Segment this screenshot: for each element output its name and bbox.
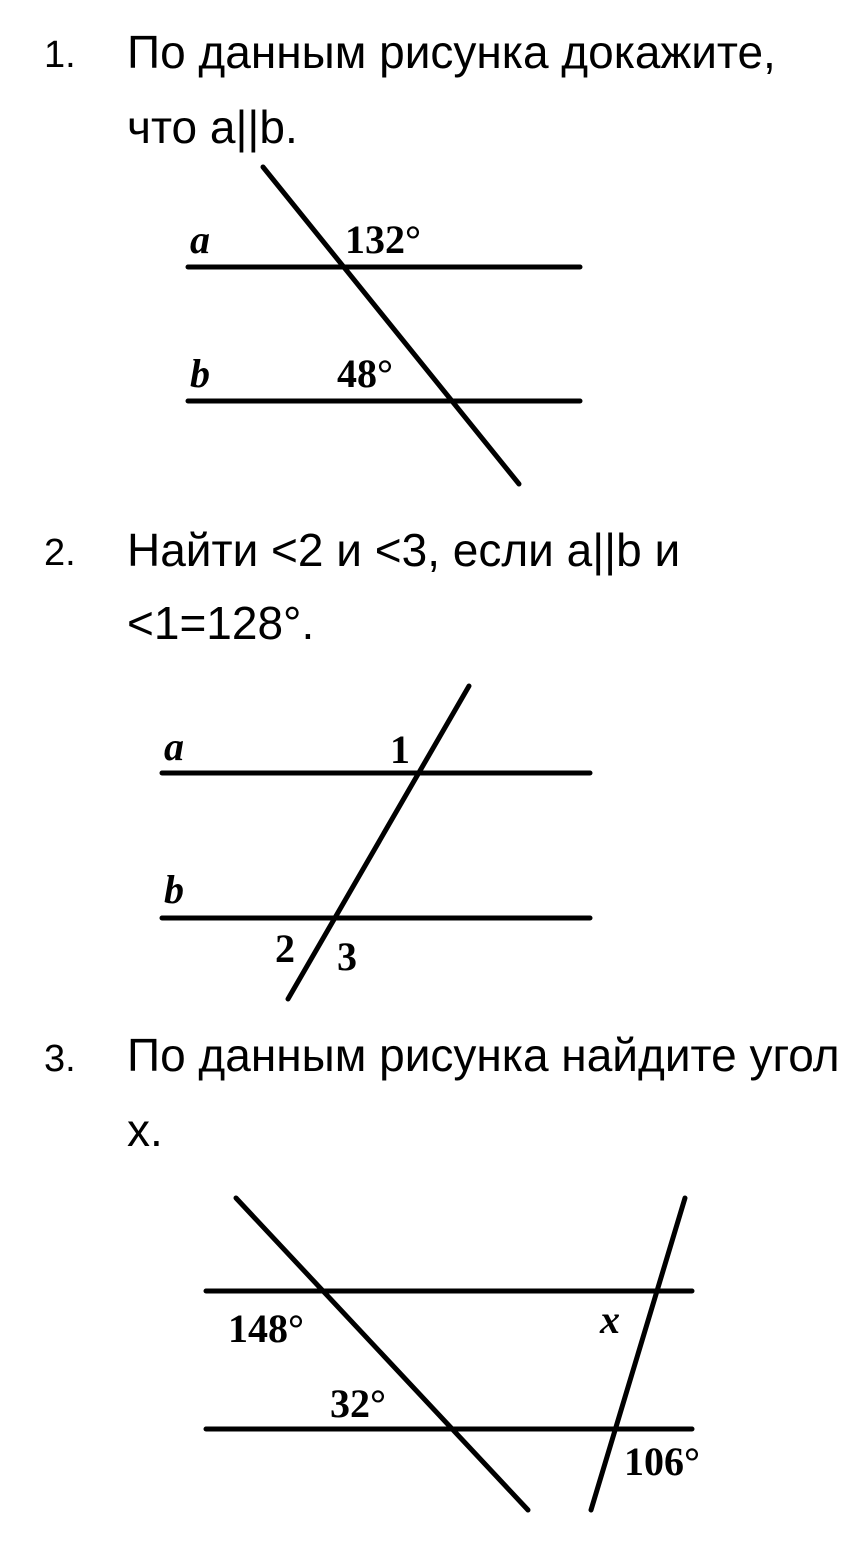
task-1-text-line-2: что a||b.	[127, 101, 298, 153]
angle-label-106: 106°	[624, 1439, 700, 1484]
angle-label-2: 2	[275, 926, 295, 971]
task-2-text-line-2: <1=128°.	[127, 597, 315, 649]
task-1-text-line-1: По данным рисунка докажите,	[127, 26, 776, 78]
angle-label-32: 32°	[330, 1381, 386, 1426]
label-a: a	[164, 724, 184, 769]
angle-label-132: 132°	[345, 217, 421, 262]
label-b: b	[190, 351, 210, 396]
transversal-left	[236, 1198, 528, 1510]
angle-label-3: 3	[337, 934, 357, 979]
task-2-text-line-1: Найти <2 и <3, если a||b и	[127, 524, 681, 576]
task-3-number: 3.	[44, 1038, 76, 1080]
label-a: a	[190, 217, 210, 262]
task-3-text-line-2: x.	[127, 1104, 163, 1156]
angle-label-148: 148°	[228, 1306, 304, 1351]
task-2-number: 2.	[44, 532, 76, 574]
task-3-text-line-1: По данным рисунка найдите угол	[127, 1029, 840, 1081]
angle-label-48: 48°	[337, 351, 393, 396]
label-b: b	[164, 867, 184, 912]
angle-label-x: x	[600, 1297, 620, 1342]
angle-label-1: 1	[390, 727, 410, 772]
task-1-number: 1.	[44, 34, 76, 76]
